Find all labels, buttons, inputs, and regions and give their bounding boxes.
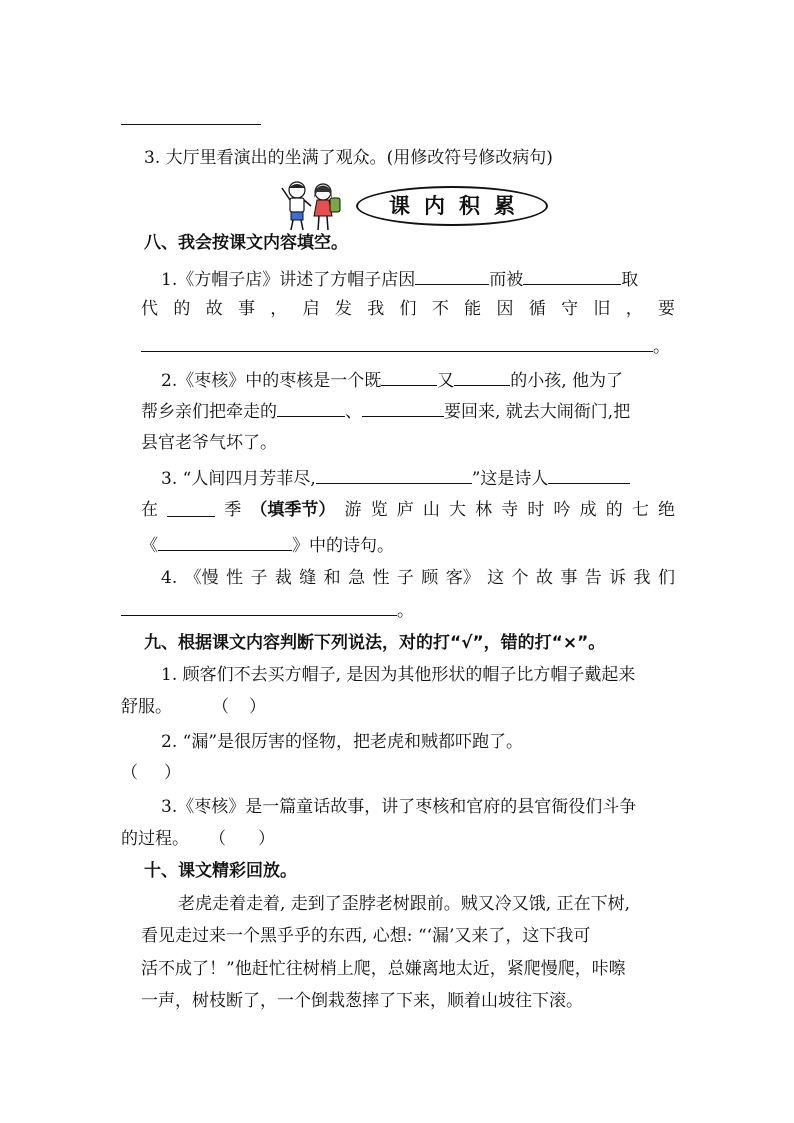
char: 的: [173, 299, 191, 319]
passage-line-2: 看见走过来一个黑乎乎的东西, 心想: “‘漏’又来了，这下我可: [141, 926, 591, 946]
season-hint: （填季节）: [250, 500, 336, 520]
q9-1-line2: [121, 696, 266, 718]
q8-3-line3: [141, 533, 394, 557]
char: 个: [511, 568, 529, 588]
blank-q8-1-b[interactable]: [523, 267, 621, 285]
q8-3-text-b: ”这是诗人: [471, 469, 549, 489]
q8-2-text-f: 要回来, 就去大闹衙门,把: [444, 402, 631, 422]
char: 事: [237, 299, 255, 319]
char: 缝: [299, 568, 317, 588]
q9-1-line1: 1. 顾客们不去买方帽子, 是因为其他形状的帽子比方帽子戴起来: [161, 665, 636, 685]
char: 时: [527, 500, 545, 520]
section-8-heading: 八、我会按课文内容填空。: [144, 233, 348, 253]
char: 裁: [274, 568, 292, 588]
char: 和: [323, 568, 341, 588]
char: ，: [625, 299, 643, 319]
char: 《慢: [184, 568, 219, 588]
q8-2-text-c: 的小孩, 他为了: [510, 371, 624, 391]
q9-2-line1: 2. “漏”是很厉害的怪物，把老虎和贼都吓跑了。: [161, 732, 524, 752]
passage-line-4: 一声，树枝断了，一个倒栽葱摔了下来，顺着山坡往下滚。: [141, 991, 583, 1011]
q8-3-line1: [161, 466, 630, 490]
char: 子: [250, 568, 268, 588]
q9-1-text-b: 舒服。: [121, 697, 172, 717]
char: 事: [560, 568, 578, 588]
char: 客》: [445, 568, 480, 588]
char: 能: [464, 299, 482, 319]
char: 们: [399, 299, 417, 319]
char: 的: [605, 500, 623, 520]
q8-4-line2: [121, 598, 414, 622]
q8-1-text-c: 取: [621, 270, 639, 290]
q8-3-line2: [141, 499, 675, 521]
q8-3-text-a: 3. “人间四月芳菲尽,: [161, 469, 316, 489]
children-illustration: [279, 180, 343, 232]
char: 们: [657, 568, 675, 588]
blank-q8-2-c[interactable]: [277, 399, 345, 417]
blank-q8-1-c[interactable]: [141, 334, 653, 352]
char: 因: [496, 299, 514, 319]
q8-2-text-d: 帮乡亲们把牵走的: [141, 402, 277, 422]
char: 急: [348, 568, 366, 588]
q9-3-text-b: 的过程。: [121, 829, 189, 849]
char: 旧: [593, 299, 611, 319]
char: 诉: [609, 568, 627, 588]
char: 4.: [161, 568, 178, 588]
char: 我: [367, 299, 385, 319]
q8-2-text-e: 、: [345, 402, 362, 422]
answer-paren-q9-1[interactable]: （ ）: [212, 697, 266, 717]
section-9-heading: 九、根据课文内容判断下列说法，对的打“√”，错的打“×”。: [144, 633, 606, 653]
blank-q8-2-b[interactable]: [454, 368, 510, 386]
char: 成: [579, 500, 597, 520]
bracket-open: 《: [141, 536, 158, 556]
q8-4-line1: [161, 567, 675, 589]
char: 这: [487, 568, 505, 588]
blank-q8-1-a[interactable]: [415, 267, 489, 285]
char: 性: [372, 568, 390, 588]
q8-1-line2: [141, 298, 675, 320]
blank-q8-2-d[interactable]: [362, 399, 444, 417]
passage-line-3: 活不成了！”他赶忙往树梢上爬，总嫌离地太近，紧爬慢爬，咔嚓: [141, 959, 626, 979]
char: 告: [584, 568, 602, 588]
char: 季: [224, 500, 242, 520]
char: 庐: [396, 500, 414, 520]
q8-2-line2: [141, 399, 630, 423]
char: 游: [344, 500, 362, 520]
blank-q8-3-a[interactable]: [316, 466, 472, 484]
answer-paren-q9-2[interactable]: （ ）: [121, 763, 181, 783]
blank-q8-3-season[interactable]: [167, 499, 215, 517]
blank-q8-3-poem[interactable]: [158, 533, 292, 551]
q8-2-line3: 县官老爷气坏了。: [141, 433, 277, 453]
char: 循: [528, 299, 546, 319]
char: 顾: [421, 568, 439, 588]
char: 我: [633, 568, 651, 588]
passage-line-1: 老虎走着走着, 走到了歪脖老树跟前。贼又冷又饿, 正在下树,: [178, 894, 631, 914]
char: 子: [396, 568, 414, 588]
char: 启: [302, 299, 320, 319]
char: 守: [561, 299, 579, 319]
char: 故: [535, 568, 553, 588]
char: 要: [658, 299, 675, 319]
q8-3-text-d: 》中的诗句。: [292, 536, 394, 556]
q8-1-end: 。: [653, 337, 670, 357]
q7-3-text: 3. 大厅里看演出的坐满了观众。(用修改符号修改病句): [144, 148, 553, 168]
q9-3-line2: [121, 828, 275, 850]
banner-title: 课内积累: [356, 186, 548, 226]
char: 七: [631, 500, 649, 520]
answer-paren-q9-3[interactable]: （ ）: [209, 829, 275, 849]
char: 代: [141, 299, 158, 319]
q9-3-line1: 3.《枣核》是一篇童话故事，讲了枣核和官府的县官衙役们斗争: [161, 797, 637, 817]
char: 发: [334, 299, 352, 319]
q8-1-text-b: 而被: [489, 270, 524, 290]
blank-q8-3-b[interactable]: [548, 466, 630, 484]
char: 在: [141, 500, 158, 520]
char: 吟: [553, 500, 571, 520]
q8-1-line3: [141, 334, 670, 358]
char: 寺: [501, 500, 519, 520]
blank-q8-4[interactable]: [121, 598, 397, 616]
blank-q8-2-a[interactable]: [381, 368, 437, 386]
char: 绝: [658, 500, 675, 520]
section-10-heading: 十、课文精彩回放。: [144, 861, 297, 881]
q8-2-text-a: 2.《枣核》中的枣核是一个既: [161, 371, 382, 391]
q8-1-line1: [161, 267, 638, 291]
char: 故: [205, 299, 223, 319]
char: 林: [475, 500, 493, 520]
answer-line-top: [121, 124, 261, 125]
char: 大: [449, 500, 466, 520]
char: 山: [422, 500, 440, 520]
char: 性: [226, 568, 244, 588]
char: 览: [370, 500, 388, 520]
char: ，: [270, 299, 288, 319]
q8-1-text-a: 1.《方帽子店》讲述了方帽子店因: [161, 270, 416, 290]
q8-2-text-b: 又: [437, 371, 455, 391]
char: 不: [431, 299, 449, 319]
q8-2-line1: [161, 368, 623, 392]
q8-4-end: 。: [397, 601, 414, 621]
